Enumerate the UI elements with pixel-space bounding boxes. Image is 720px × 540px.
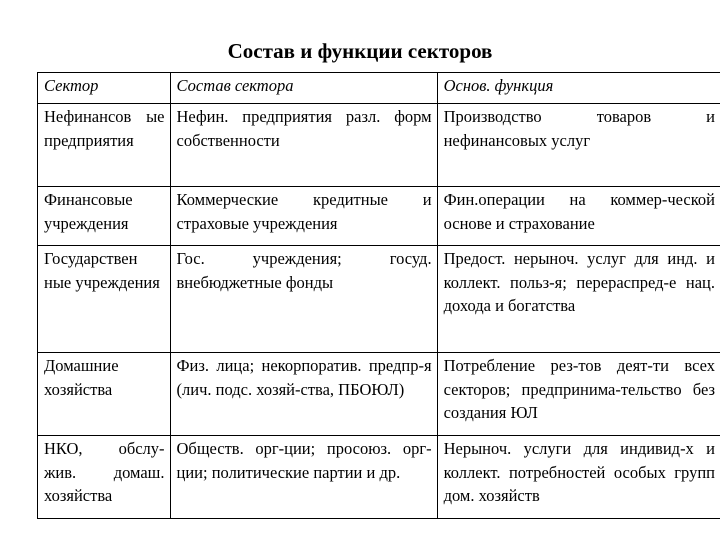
sectors-table <box>37 72 720 519</box>
cell-function: Предост. нерыноч. услуг для инд. и коллект. польз-я; перераспред-е нац. дохода и богатства <box>437 246 720 353</box>
table-row <box>38 187 720 246</box>
cell-sector: Домашние хозяйства <box>38 353 171 436</box>
table-row <box>38 353 720 436</box>
header-function: Основ. функция <box>437 73 720 104</box>
header-composition: Состав сектора <box>170 73 437 104</box>
cell-function: Потребление рез-тов деят-ти всех секторов; предпринима-тельство без создания ЮЛ <box>437 353 720 436</box>
table-header-row <box>38 73 720 104</box>
cell-function: Фин.операции на коммер-ческой основе и страхование <box>437 187 720 246</box>
cell-composition: Обществ. орг-ции; просоюз. орг-ции; политические партии и др. <box>170 436 437 519</box>
page-title: Состав и функции секторов <box>227 39 493 63</box>
cell-sector: Финансовые учреждения <box>38 187 171 246</box>
cell-composition: Коммерческие кредитные и страховые учреждения <box>170 187 437 246</box>
cell-sector: Государствен ные учреждения <box>38 246 171 353</box>
table-row <box>38 246 720 353</box>
cell-function: Нерыноч. услуги для индивид-х и коллект. потребностей особых групп дом. хозяйств <box>437 436 720 519</box>
table-row <box>38 436 720 519</box>
cell-function: Производство товаров и нефинансовых услуг <box>437 104 720 187</box>
cell-composition: Гос. учреждения; госуд. внебюджетные фонды <box>170 246 437 353</box>
cell-composition: Нефин. предприятия разл. форм собственности <box>170 104 437 187</box>
cell-sector: НКО, обслу-жив. домаш. хозяйства <box>38 436 171 519</box>
header-sector: Сектор <box>38 73 171 104</box>
cell-sector: Нефинансов ые предприятия <box>38 104 171 187</box>
cell-composition: Физ. лица; некорпоратив. предпр-я (лич. подс. хозяй-ства, ПБОЮЛ) <box>170 353 437 436</box>
table-row <box>38 104 720 187</box>
